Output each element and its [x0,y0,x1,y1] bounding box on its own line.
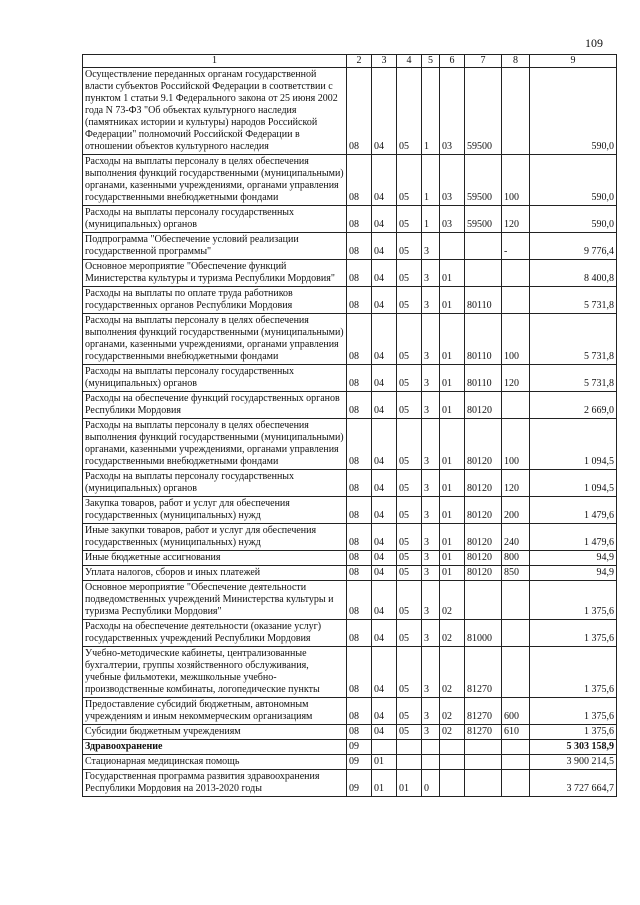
program-code: 05 [397,206,422,233]
section-code: 08 [347,68,372,155]
target-code [465,233,502,260]
table-row [83,497,617,524]
table-row [83,740,617,755]
subprogram-code: 3 [422,470,440,497]
table-row [83,725,617,740]
expense-type-code [502,770,530,797]
subprogram-code: 3 [422,647,440,698]
subsection-code: 04 [372,392,397,419]
col-header-7: 7 [465,55,502,68]
target-code [465,260,502,287]
subprogram-code: 3 [422,698,440,725]
col-header-1: 1 [83,55,347,68]
target-code: 80120 [465,419,502,470]
row-description: Расходы на выплаты персоналу в целях обеспечения выполнения функций государственными (муниципальными) органами, казенными учреждениями, органами управления государственными внебюджетными фондами [83,419,347,470]
subsection-code: 01 [372,770,397,797]
subprogram-code: 3 [422,566,440,581]
expense-type-code [502,287,530,314]
section-code: 08 [347,470,372,497]
target-code: 59500 [465,206,502,233]
expense-type-code: 120 [502,470,530,497]
row-description: Осуществление переданных органам государственной власти субъектов Российской Федерации в соответствии с пунктом 1 статьи 9.1 Федерального закона от 25 июня 2002 года N 73-ФЗ "Об объектах культурного наследия (памятниках истории и культуры) народов Российской Федерации" полномочий Российской Федерации в отношении объектов культурного наследия [83,68,347,155]
table-body [83,68,617,797]
program-code: 05 [397,698,422,725]
table-row [83,233,617,260]
program-code: 05 [397,68,422,155]
table-row [83,287,617,314]
table-row [83,68,617,155]
amount: 1 479,6 [530,524,617,551]
activity-code: 01 [440,497,465,524]
target-code [465,740,502,755]
section-code: 09 [347,740,372,755]
section-code: 08 [347,581,372,620]
section-code: 08 [347,419,372,470]
amount: 1 375,6 [530,647,617,698]
row-description: Расходы на выплаты персоналу в целях обеспечения выполнения функций государственными (муниципальными) органами, казенными учреждениями, органами управления государственными внебюджетными фондами [83,155,347,206]
program-code: 05 [397,260,422,287]
table-row [83,581,617,620]
row-description: Иные бюджетные ассигнования [83,551,347,566]
expense-type-code: - [502,233,530,260]
col-header-2: 2 [347,55,372,68]
program-code: 05 [397,419,422,470]
amount: 1 094,5 [530,470,617,497]
expense-type-code: 600 [502,698,530,725]
subsection-code: 04 [372,365,397,392]
expense-type-code: 100 [502,155,530,206]
subsection-code: 04 [372,566,397,581]
expense-type-code: 200 [502,497,530,524]
row-description: Основное мероприятие "Обеспечение функций Министерства культуры и туризма Республики Мордовия" [83,260,347,287]
row-description: Расходы на выплаты персоналу государственных (муниципальных) органов [83,470,347,497]
program-code: 05 [397,155,422,206]
activity-code [440,770,465,797]
section-code: 08 [347,566,372,581]
subsection-code: 04 [372,233,397,260]
activity-code: 03 [440,68,465,155]
activity-code: 02 [440,698,465,725]
target-code [465,770,502,797]
row-description: Предоставление субсидий бюджетным, автономным учреждениям и иным некоммерческим организациям [83,698,347,725]
subprogram-code: 3 [422,620,440,647]
expense-type-code: 800 [502,551,530,566]
subsection-code: 04 [372,551,397,566]
subprogram-code: 3 [422,287,440,314]
amount: 590,0 [530,155,617,206]
activity-code: 01 [440,524,465,551]
subprogram-code: 1 [422,155,440,206]
amount: 1 375,6 [530,698,617,725]
program-code [397,755,422,770]
amount: 2 669,0 [530,392,617,419]
target-code: 80120 [465,470,502,497]
row-description: Расходы на выплаты персоналу в целях обеспечения выполнения функций государственными (муниципальными) органами, казенными учреждениями, органами управления государственными внебюджетными фондами [83,314,347,365]
table-row [83,524,617,551]
table-row [83,770,617,797]
subprogram-code: 3 [422,392,440,419]
target-code: 59500 [465,155,502,206]
section-code: 08 [347,365,372,392]
activity-code: 01 [440,314,465,365]
subsection-code: 04 [372,206,397,233]
activity-code: 01 [440,392,465,419]
subsection-code: 04 [372,419,397,470]
subprogram-code: 3 [422,497,440,524]
subprogram-code: 1 [422,206,440,233]
subsection-code: 04 [372,314,397,365]
row-description: Подпрограмма "Обеспечение условий реализации государственной программы" [83,233,347,260]
program-code: 05 [397,725,422,740]
activity-code [440,740,465,755]
target-code: 80120 [465,392,502,419]
row-description: Уплата налогов, сборов и иных платежей [83,566,347,581]
amount: 1 375,6 [530,725,617,740]
amount: 1 375,6 [530,620,617,647]
subprogram-code: 3 [422,581,440,620]
row-description: Иные закупки товаров, работ и услуг для обеспечения государственных (муниципальных) нужд [83,524,347,551]
col-header-9: 9 [530,55,617,68]
section-code: 08 [347,647,372,698]
activity-code: 01 [440,287,465,314]
section-code: 08 [347,233,372,260]
program-code: 05 [397,470,422,497]
table-row [83,260,617,287]
target-code: 81270 [465,725,502,740]
subsection-code: 04 [372,524,397,551]
expense-type-code: 120 [502,206,530,233]
section-code: 09 [347,770,372,797]
section-code: 09 [347,755,372,770]
row-description: Закупка товаров, работ и услуг для обеспечения государственных (муниципальных) нужд [83,497,347,524]
table-row [83,620,617,647]
activity-code: 02 [440,581,465,620]
amount: 94,9 [530,551,617,566]
table-row [83,206,617,233]
table-row [83,365,617,392]
expense-type-code [502,740,530,755]
activity-code: 01 [440,566,465,581]
section-code: 08 [347,698,372,725]
table-row [83,314,617,365]
section-code: 08 [347,392,372,419]
subprogram-code: 1 [422,68,440,155]
subsection-code [372,740,397,755]
program-code: 05 [397,581,422,620]
program-code: 05 [397,233,422,260]
target-code: 80110 [465,287,502,314]
expense-type-code: 850 [502,566,530,581]
section-code: 08 [347,314,372,365]
target-code: 59500 [465,68,502,155]
subprogram-code: 3 [422,551,440,566]
amount: 3 900 214,5 [530,755,617,770]
row-description: Основное мероприятие "Обеспечение деятельности подведомственных учреждений Министерства культуры и туризма Республики Мордовия" [83,581,347,620]
expense-type-code [502,647,530,698]
row-description: Государственная программа развития здравоохранения Республики Мордовия на 2013-2020 годы [83,770,347,797]
section-code: 08 [347,497,372,524]
subprogram-code: 3 [422,260,440,287]
amount: 1 479,6 [530,497,617,524]
row-description: Расходы на выплаты персоналу государственных (муниципальных) органов [83,365,347,392]
subsection-code: 04 [372,497,397,524]
program-code: 05 [397,392,422,419]
section-code: 08 [347,206,372,233]
table-row [83,566,617,581]
program-code: 01 [397,770,422,797]
target-code: 81000 [465,620,502,647]
target-code: 80110 [465,314,502,365]
program-code: 05 [397,566,422,581]
subsection-code: 04 [372,260,397,287]
header-row [83,55,617,68]
subprogram-code: 3 [422,725,440,740]
expense-type-code: 610 [502,725,530,740]
col-header-4: 4 [397,55,422,68]
table-row [83,470,617,497]
row-description: Стационарная медицинская помощь [83,755,347,770]
amount: 590,0 [530,206,617,233]
col-header-5: 5 [422,55,440,68]
row-description: Здравоохранение [83,740,347,755]
target-code: 81270 [465,698,502,725]
amount: 9 776,4 [530,233,617,260]
target-code: 81270 [465,647,502,698]
subsection-code: 04 [372,581,397,620]
target-code: 80120 [465,524,502,551]
table-row [83,755,617,770]
expense-type-code: 120 [502,365,530,392]
section-code: 08 [347,620,372,647]
activity-code: 02 [440,647,465,698]
budget-table [82,54,617,797]
activity-code [440,233,465,260]
target-code: 80120 [465,566,502,581]
activity-code [440,755,465,770]
section-code: 08 [347,725,372,740]
section-code: 08 [347,287,372,314]
expense-type-code [502,260,530,287]
subprogram-code: 0 [422,770,440,797]
col-header-3: 3 [372,55,397,68]
col-header-6: 6 [440,55,465,68]
table-row [83,698,617,725]
target-code [465,755,502,770]
subprogram-code: 3 [422,314,440,365]
table-row [83,155,617,206]
subprogram-code [422,740,440,755]
program-code: 05 [397,647,422,698]
expense-type-code [502,581,530,620]
target-code: 80110 [465,365,502,392]
section-code: 08 [347,551,372,566]
subsection-code: 04 [372,470,397,497]
target-code: 80120 [465,497,502,524]
subsection-code: 04 [372,620,397,647]
row-description: Субсидии бюджетным учреждениям [83,725,347,740]
expense-type-code [502,620,530,647]
activity-code: 01 [440,365,465,392]
program-code: 05 [397,551,422,566]
subsection-code: 04 [372,698,397,725]
amount: 590,0 [530,68,617,155]
section-code: 08 [347,155,372,206]
activity-code: 01 [440,470,465,497]
subprogram-code [422,755,440,770]
amount: 8 400,8 [530,260,617,287]
target-code [465,581,502,620]
col-header-8: 8 [502,55,530,68]
activity-code: 02 [440,620,465,647]
activity-code: 01 [440,551,465,566]
subsection-code: 04 [372,725,397,740]
row-description: Расходы на обеспечение деятельности (оказание услуг) государственных учреждений Республики Мордовия [83,620,347,647]
expense-type-code [502,392,530,419]
activity-code: 01 [440,260,465,287]
program-code [397,740,422,755]
amount: 3 727 664,7 [530,770,617,797]
activity-code: 03 [440,155,465,206]
table-row [83,551,617,566]
activity-code: 01 [440,419,465,470]
expense-type-code: 100 [502,419,530,470]
row-description: Расходы на выплаты по оплате труда работников государственных органов Республики Мордовия [83,287,347,314]
expense-type-code: 100 [502,314,530,365]
row-description: Расходы на обеспечение функций государственных органов Республики Мордовия [83,392,347,419]
amount: 94,9 [530,566,617,581]
page-number: 109 [585,36,603,50]
activity-code: 03 [440,206,465,233]
amount: 5 731,8 [530,287,617,314]
expense-type-code: 240 [502,524,530,551]
amount: 5 303 158,9 [530,740,617,755]
subprogram-code: 3 [422,419,440,470]
table-row [83,419,617,470]
activity-code: 02 [440,725,465,740]
expense-type-code [502,755,530,770]
program-code: 05 [397,365,422,392]
program-code: 05 [397,497,422,524]
amount: 5 731,8 [530,314,617,365]
section-code: 08 [347,260,372,287]
subprogram-code: 3 [422,233,440,260]
program-code: 05 [397,314,422,365]
row-description: Учебно-методические кабинеты, централизованные бухгалтерии, группы хозяйственного обслуживания, учебные фильмотеки, межшкольные учебно-производственные комбинаты, логопедические пункты [83,647,347,698]
expense-type-code [502,68,530,155]
target-code: 80120 [465,551,502,566]
subsection-code: 04 [372,287,397,314]
subsection-code: 04 [372,647,397,698]
table-row [83,392,617,419]
program-code: 05 [397,287,422,314]
subprogram-code: 3 [422,524,440,551]
program-code: 05 [397,524,422,551]
subprogram-code: 3 [422,365,440,392]
section-code: 08 [347,524,372,551]
table-row [83,647,617,698]
subsection-code: 04 [372,155,397,206]
subsection-code: 04 [372,68,397,155]
program-code: 05 [397,620,422,647]
amount: 1 375,6 [530,581,617,620]
row-description: Расходы на выплаты персоналу государственных (муниципальных) органов [83,206,347,233]
amount: 5 731,8 [530,365,617,392]
amount: 1 094,5 [530,419,617,470]
subsection-code: 01 [372,755,397,770]
